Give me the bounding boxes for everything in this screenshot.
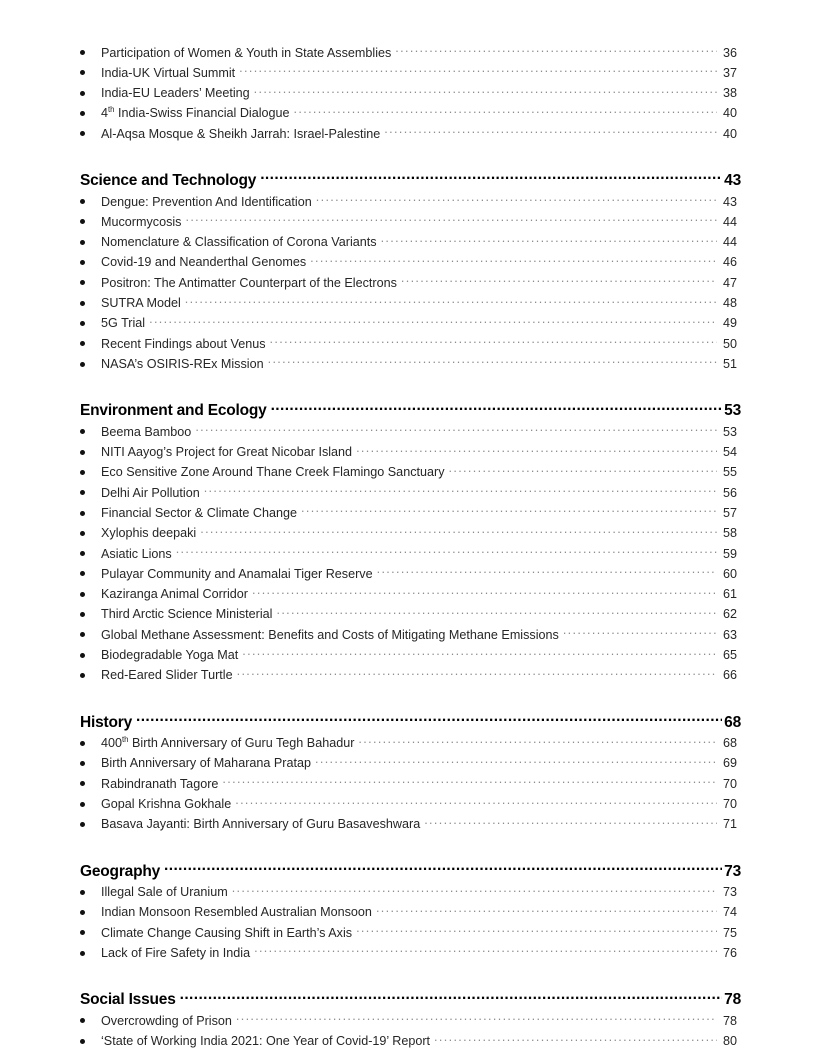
- dotted-leader: [376, 904, 717, 917]
- entry-page-number: 46: [722, 255, 737, 270]
- dotted-leader: [252, 586, 717, 599]
- entry-title: India-UK Virtual Summit: [101, 65, 236, 80]
- entry-title: Global Methane Assessment: Benefits and Costs of Mitigating Methane Emissions: [101, 627, 559, 642]
- dotted-leader: [236, 1012, 717, 1025]
- entry-title: Xylophis deepaki: [101, 526, 197, 541]
- entry-title: Basava Jayanti: Birth Anniversary of Guru Basaveshwara: [101, 817, 421, 832]
- bullet-icon: [80, 670, 101, 681]
- bullet-icon: [80, 217, 101, 228]
- toc-entry[interactable]: [80, 315, 741, 335]
- entry-page-number: 57: [722, 505, 737, 520]
- toc-section-heading[interactable]: [80, 711, 741, 732]
- toc-entry[interactable]: [80, 606, 741, 626]
- toc-entry[interactable]: [80, 667, 741, 687]
- bullet-icon: [80, 197, 101, 208]
- bullet-icon: [80, 758, 101, 769]
- toc-entry[interactable]: [80, 294, 741, 314]
- toc-section-heading[interactable]: [80, 400, 741, 421]
- entry-title: Overcrowding of Prison: [101, 1013, 232, 1028]
- toc-entry[interactable]: [80, 105, 741, 125]
- bullet-icon: [80, 779, 101, 790]
- dotted-leader: [294, 105, 717, 118]
- entry-page-number: 54: [722, 445, 737, 460]
- bullet-icon: [80, 339, 101, 350]
- entry-page-number: 37: [722, 65, 737, 80]
- entry-page-number: 78: [722, 1013, 737, 1028]
- dotted-leader: [395, 44, 717, 57]
- entry-title: Kaziranga Animal Corridor: [101, 587, 248, 602]
- section-page-number: 68: [724, 713, 741, 731]
- bullet-icon: [80, 948, 101, 959]
- toc-entry[interactable]: [80, 586, 741, 606]
- bullet-icon: [80, 257, 101, 268]
- dotted-leader: [235, 795, 717, 808]
- toc-entry[interactable]: [80, 795, 741, 815]
- entry-title: Climate Change Causing Shift in Earth’s Axis: [101, 925, 353, 940]
- bullet-icon: [80, 549, 101, 560]
- entry-page-number: 74: [722, 905, 737, 920]
- bullet-icon: [80, 467, 101, 478]
- toc-entry[interactable]: [80, 274, 741, 294]
- toc-entry[interactable]: [80, 484, 741, 504]
- entry-page-number: 51: [722, 356, 737, 371]
- bullet-icon: [80, 488, 101, 499]
- entry-title: Lack of Fire Safety in India: [101, 945, 251, 960]
- dotted-leader: [358, 735, 717, 748]
- bullet-icon: [80, 569, 101, 580]
- bullet-icon: [80, 278, 101, 289]
- dotted-leader: [232, 884, 717, 897]
- entry-page-number: 40: [722, 106, 737, 121]
- entry-title: ‘State of Working India 2021: One Year of Covid-19’ Report: [101, 1034, 431, 1049]
- entry-title: Biodegradable Yoga Mat: [101, 648, 239, 663]
- dotted-leader: [185, 294, 717, 307]
- bullet-icon: [80, 650, 101, 661]
- entry-page-number: 70: [722, 776, 737, 791]
- entry-title: Third Arctic Science Ministerial: [101, 607, 273, 622]
- entry-page-number: 44: [722, 214, 737, 229]
- toc-entry[interactable]: [80, 193, 741, 213]
- entry-title: 400th Birth Anniversary of Guru Tegh Bahadur: [101, 734, 355, 751]
- bullet-icon: [80, 508, 101, 519]
- bullet-icon: [80, 237, 101, 248]
- entry-title: Asiatic Lions: [101, 546, 172, 561]
- dotted-leader: [301, 504, 717, 517]
- entry-title: Al-Aqsa Mosque & Sheikh Jarrah: Israel-Palestine: [101, 126, 381, 141]
- toc-entry[interactable]: [80, 816, 741, 836]
- toc-entry[interactable]: [80, 234, 741, 254]
- entry-title: SUTRA Model: [101, 296, 181, 311]
- entry-page-number: 80: [722, 1034, 737, 1049]
- entry-title: Indian Monsoon Resembled Australian Monsoon: [101, 905, 372, 920]
- toc-entry[interactable]: [80, 125, 741, 145]
- entry-title: Rabindranath Tagore: [101, 776, 219, 791]
- bullet-icon: [80, 799, 101, 810]
- entry-page-number: 65: [722, 648, 737, 663]
- entry-title: Participation of Women & Youth in State Assemblies: [101, 45, 392, 60]
- dotted-leader: [268, 355, 717, 368]
- section-title: Social Issues: [80, 991, 176, 1009]
- entry-title: Birth Anniversary of Maharana Pratap: [101, 756, 312, 771]
- entry-page-number: 62: [722, 607, 737, 622]
- toc-section-heading[interactable]: [80, 169, 741, 190]
- toc-entry[interactable]: [80, 213, 741, 233]
- table-of-contents: [80, 44, 741, 1053]
- bullet-icon: [80, 318, 101, 329]
- section-page-number: 53: [724, 402, 741, 420]
- entry-page-number: 68: [722, 736, 737, 751]
- dotted-leader: [356, 924, 717, 937]
- entry-page-number: 71: [722, 817, 737, 832]
- toc-section-heading[interactable]: [80, 860, 741, 881]
- entry-page-number: 56: [722, 485, 737, 500]
- entry-page-number: 38: [722, 86, 737, 101]
- entry-title: Recent Findings about Venus: [101, 336, 266, 351]
- dotted-leader: [315, 755, 717, 768]
- toc-entry[interactable]: [80, 355, 741, 375]
- section-page-number: 43: [724, 171, 741, 189]
- entry-page-number: 70: [722, 797, 737, 811]
- entry-page-number: 76: [722, 945, 737, 960]
- dotted-leader: [200, 525, 717, 538]
- dotted-leader: [176, 545, 717, 558]
- entry-title: Positron: The Antimatter Counterpart of the Electrons: [101, 275, 397, 290]
- bullet-icon: [80, 88, 101, 99]
- dotted-leader: [384, 125, 717, 138]
- dotted-leader: [449, 464, 718, 477]
- entry-page-number: 60: [722, 566, 737, 581]
- entry-page-number: 61: [722, 587, 737, 602]
- entry-page-number: 47: [722, 275, 737, 290]
- dotted-leader: [381, 234, 717, 247]
- toc-entry[interactable]: [80, 44, 741, 64]
- bullet-icon: [80, 48, 101, 59]
- toc-entry[interactable]: [80, 735, 741, 755]
- dotted-leader: [242, 646, 717, 659]
- toc-entry[interactable]: [80, 904, 741, 924]
- dotted-leader: [563, 626, 717, 639]
- dotted-leader: [195, 423, 717, 436]
- dotted-leader: [434, 1032, 717, 1045]
- bullet-icon: [80, 68, 101, 79]
- bullet-icon: [80, 528, 101, 539]
- entry-page-number: 58: [722, 526, 737, 541]
- entry-title: Financial Sector & Climate Change: [101, 505, 297, 520]
- entry-title: NASA’s OSIRIS-REx Mission: [101, 356, 264, 371]
- entry-title: India-EU Leaders’ Meeting: [101, 86, 250, 101]
- entry-page-number: 36: [722, 45, 737, 60]
- entry-title: 5G Trial: [101, 316, 146, 331]
- bullet-icon: [80, 609, 101, 620]
- entry-page-number: 59: [722, 546, 737, 561]
- entry-page-number: 66: [722, 668, 737, 683]
- entry-title: Nomenclature & Classification of Corona Variants: [101, 235, 377, 250]
- entry-page-number: 69: [722, 756, 737, 771]
- entry-title: Dengue: Prevention And Identification: [101, 194, 312, 209]
- dotted-leader: [270, 335, 717, 348]
- entry-page-number: 53: [722, 424, 737, 439]
- entry-page-number: 43: [722, 194, 737, 209]
- toc-entry[interactable]: [80, 944, 741, 964]
- toc-entry[interactable]: [80, 504, 741, 524]
- dotted-leader: [180, 989, 723, 1005]
- entry-title: 4th India-Swiss Financial Dialogue: [101, 105, 290, 121]
- entry-page-number: 55: [722, 465, 737, 480]
- ordinal-suffix: th: [122, 734, 129, 744]
- toc-entry[interactable]: [80, 884, 741, 904]
- toc-entry[interactable]: [80, 64, 741, 84]
- entry-title: Illegal Sale of Uranium: [101, 885, 228, 900]
- bullet-icon: [80, 129, 101, 140]
- toc-entry[interactable]: [80, 85, 741, 105]
- entry-title: Eco Sensitive Zone Around Thane Creek Flamingo Sanctuary: [101, 465, 445, 480]
- toc-entry[interactable]: [80, 775, 741, 795]
- bullet-icon: [80, 1016, 101, 1027]
- dotted-leader: [310, 254, 717, 267]
- section-title: Geography: [80, 862, 161, 880]
- section-title: History: [80, 713, 133, 731]
- dotted-leader: [164, 860, 722, 876]
- bullet-icon: [80, 447, 101, 458]
- bullet-icon: [80, 738, 101, 749]
- bullet-icon: [80, 1036, 101, 1047]
- bullet-icon: [80, 819, 101, 830]
- section-title: Environment and Ecology: [80, 402, 267, 420]
- toc-entry[interactable]: [80, 423, 741, 443]
- toc-entry[interactable]: [80, 755, 741, 775]
- bullet-icon: [80, 359, 101, 370]
- entry-page-number: 49: [722, 316, 737, 331]
- entry-title: Pulayar Community and Anamalai Tiger Reserve: [101, 566, 373, 581]
- dotted-leader: [149, 315, 717, 328]
- toc-entry[interactable]: [80, 464, 741, 484]
- toc-entry[interactable]: [80, 254, 741, 274]
- entry-title: Mucormycosis: [101, 214, 182, 229]
- section-title: Science and Technology: [80, 171, 257, 189]
- bullet-icon: [80, 427, 101, 438]
- toc-entry[interactable]: [80, 924, 741, 944]
- toc-entry[interactable]: [80, 335, 741, 355]
- dotted-leader: [356, 443, 717, 456]
- dotted-leader: [185, 213, 717, 226]
- dotted-leader: [254, 85, 717, 98]
- bullet-icon: [80, 589, 101, 600]
- toc-section-heading[interactable]: [80, 989, 741, 1010]
- toc-entry[interactable]: [80, 1032, 741, 1052]
- dotted-leader: [239, 64, 717, 77]
- toc-entry[interactable]: [80, 646, 741, 666]
- section-page-number: 73: [724, 862, 741, 880]
- bullet-icon: [80, 630, 101, 641]
- dotted-leader: [271, 400, 723, 416]
- bullet-icon: [80, 887, 101, 898]
- bullet-icon: [80, 298, 101, 309]
- entry-title: Red-Eared Slider Turtle: [101, 668, 233, 683]
- entry-page-number: 63: [722, 627, 737, 642]
- dotted-leader: [260, 169, 722, 185]
- entry-page-number: 73: [722, 885, 737, 900]
- dotted-leader: [377, 565, 717, 578]
- dotted-leader: [222, 775, 717, 788]
- dotted-leader: [316, 193, 717, 206]
- bullet-icon: [80, 928, 101, 939]
- entry-title: NITI Aayog’s Project for Great Nicobar Island: [101, 445, 353, 460]
- entry-page-number: 50: [722, 336, 737, 351]
- dotted-leader: [204, 484, 717, 497]
- section-page-number: 78: [724, 991, 741, 1009]
- toc-entry[interactable]: [80, 565, 741, 585]
- ordinal-suffix: th: [108, 105, 115, 115]
- dotted-leader: [424, 816, 717, 829]
- toc-entry[interactable]: [80, 626, 741, 646]
- toc-entry[interactable]: [80, 525, 741, 545]
- dotted-leader: [401, 274, 717, 287]
- entry-page-number: 44: [722, 235, 737, 250]
- entry-title: Gopal Krishna Gokhale: [101, 797, 232, 811]
- entry-title: Covid-19 and Neanderthal Genomes: [101, 255, 307, 270]
- entry-title: Delhi Air Pollution: [101, 485, 200, 500]
- bullet-icon: [80, 108, 101, 119]
- entry-page-number: 40: [722, 126, 737, 141]
- dotted-leader: [254, 944, 717, 957]
- entry-title: Beema Bamboo: [101, 424, 192, 439]
- dotted-leader: [276, 606, 717, 619]
- dotted-leader: [136, 711, 722, 727]
- toc-entry[interactable]: [80, 545, 741, 565]
- toc-entry[interactable]: [80, 443, 741, 463]
- entry-page-number: 48: [722, 296, 737, 311]
- toc-entry[interactable]: [80, 1012, 741, 1032]
- bullet-icon: [80, 907, 101, 918]
- entry-page-number: 75: [722, 925, 737, 940]
- dotted-leader: [237, 667, 717, 680]
